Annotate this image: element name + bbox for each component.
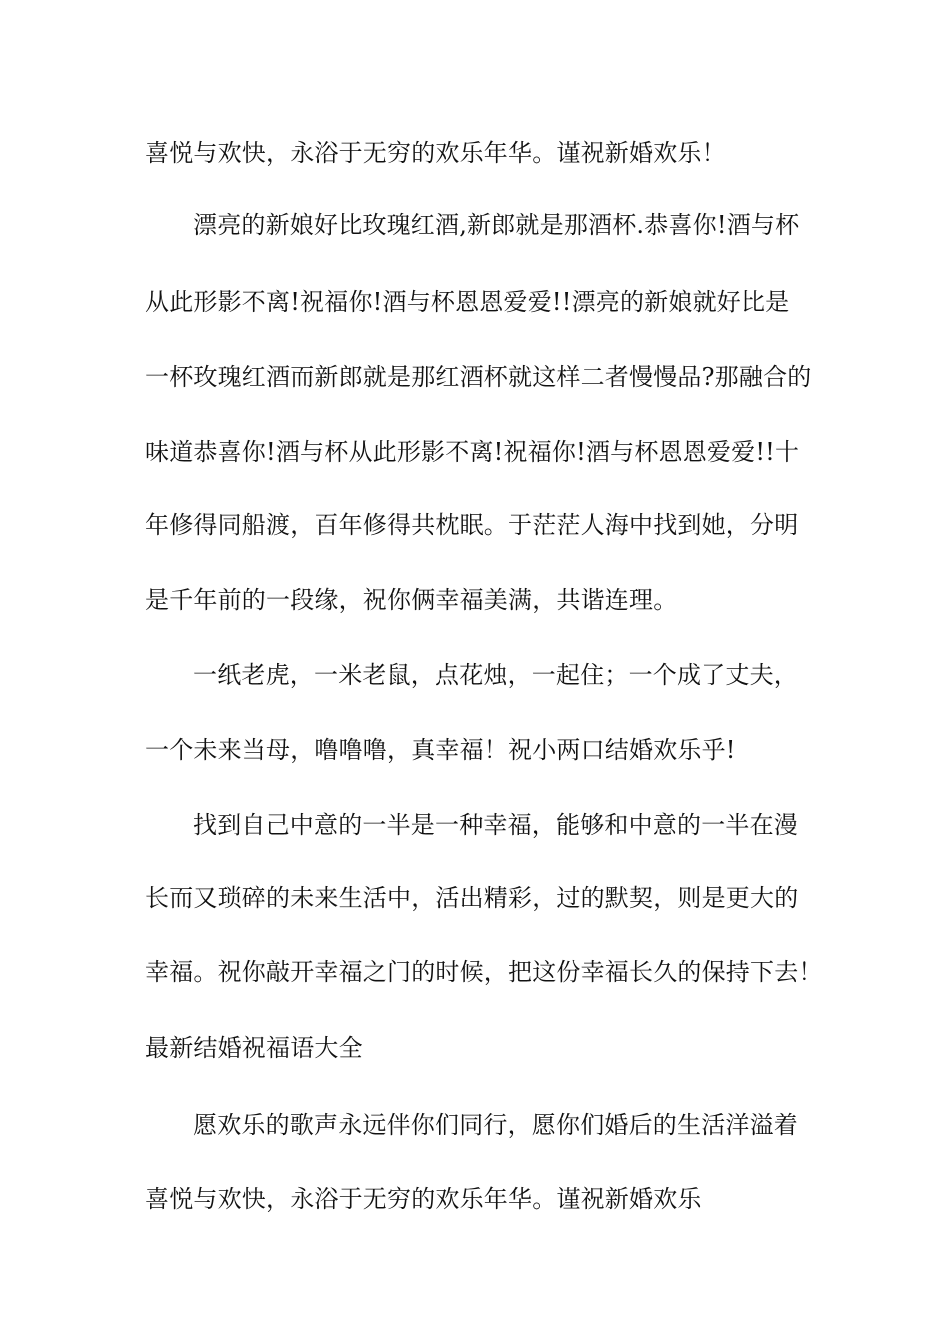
text-line: 味道恭喜你!酒与杯从此形影不离!祝福你!酒与杯恩恩爱爱!!十 — [145, 438, 800, 466]
paragraph-first-line: 漂亮的新娘好比玫瑰红酒,新郎就是那酒杯.恭喜你!酒与杯 — [193, 211, 800, 239]
paragraph-first-line: 一纸老虎，一米老鼠，点花烛，一起住；一个成了丈夫， — [193, 661, 798, 689]
text-line: 一杯玫瑰红酒而新郎就是那红酒杯就这样二者慢慢品?那融合的 — [145, 363, 812, 391]
text-line: 从此形影不离!祝福你!酒与杯恩恩爱爱!!漂亮的新娘就好比是 — [145, 288, 790, 316]
text-line: 一个未来当母，噜噜噜，真幸福！祝小两口结婚欢乐乎! — [145, 736, 736, 764]
text-line: 年修得同船渡，百年修得共枕眠。于茫茫人海中找到她，分明 — [145, 511, 799, 539]
paragraph-first-line: 愿欢乐的歌声永远伴你们同行，愿你们婚后的生活洋溢着 — [193, 1111, 798, 1139]
text-line: 喜悦与欢快，永浴于无穷的欢乐年华。谨祝新婚欢乐 — [145, 1185, 702, 1213]
text-line: 长而又琐碎的未来生活中，活出精彩，过的默契，则是更大的 — [145, 884, 799, 912]
text-line: 是千年前的一段缘，祝你俩幸福美满，共谐连理。 — [145, 586, 678, 614]
text-line: 幸福。祝你敲开幸福之门的时候，把这份幸福长久的保持下去！ — [145, 958, 823, 986]
paragraph-first-line: 找到自己中意的一半是一种幸福，能够和中意的一半在漫 — [193, 811, 798, 839]
text-line: 喜悦与欢快，永浴于无穷的欢乐年华。谨祝新婚欢乐！ — [145, 139, 726, 167]
section-heading: 最新结婚祝福语大全 — [145, 1034, 363, 1062]
